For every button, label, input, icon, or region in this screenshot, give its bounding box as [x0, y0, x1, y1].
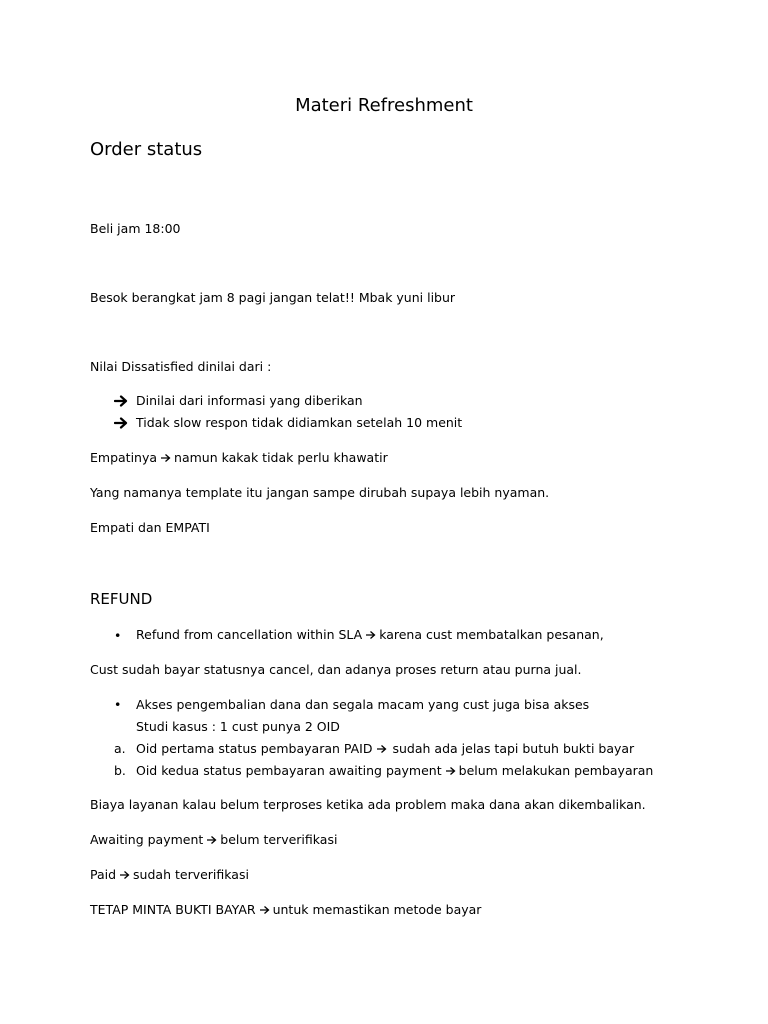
paragraph-template: Yang namanya template itu jangan sampe dirubah supaya lebih nyaman.	[90, 485, 550, 500]
paragraph-awaiting	[90, 832, 337, 849]
right-arrow-icon	[206, 833, 217, 849]
paragraph-nilai: Nilai Dissatisfied dinilai dari :	[90, 359, 272, 374]
paragraph-biaya: Biaya layanan kalau belum terproses ketika ada problem maka dana akan dikembalikan.	[90, 797, 646, 812]
alpha-list-item-a	[114, 741, 634, 758]
section-heading-order-status: Order status	[90, 139, 203, 160]
document-title: Materi Refreshment	[295, 95, 473, 116]
text-right: karena cust membatalkan pesanan,	[379, 627, 604, 642]
alpha-marker: a.	[114, 741, 126, 756]
paragraph-beli: Beli jam 18:00	[90, 221, 181, 236]
right-arrow-icon	[365, 628, 376, 644]
text-right: sudah terverifikasi	[133, 867, 249, 882]
paragraph-paid	[90, 867, 249, 884]
list-item-arrow	[114, 393, 363, 409]
text-right: sudah ada jelas tapi butuh bukti bayar	[392, 741, 635, 756]
text-left: TETAP MINTA BUKTI BAYAR	[90, 902, 256, 917]
text-left: Awaiting payment	[90, 832, 204, 847]
text-right: belum terverifikasi	[220, 832, 338, 847]
section-heading-refund: REFUND	[90, 590, 153, 608]
list-item-bullet	[114, 627, 604, 644]
list-item-bullet	[114, 697, 589, 713]
right-arrow-icon	[160, 451, 171, 467]
paragraph-cust: Cust sudah bayar statusnya cancel, dan adanya proses return atau purna jual.	[90, 662, 582, 677]
list-item-label: Dinilai dari informasi yang diberikan	[136, 393, 363, 408]
text-right: belum melakukan pembayaran	[458, 763, 654, 778]
bullet-icon: •	[114, 627, 122, 643]
text-left: Oid kedua status pembayaran awaiting payment	[136, 763, 442, 778]
paragraph-tetap	[90, 902, 481, 919]
text-left: Oid pertama status pembayaran PAID	[136, 741, 373, 756]
text-left: Paid	[90, 867, 117, 882]
right-arrow-icon	[445, 764, 456, 780]
alpha-marker: b.	[114, 763, 126, 778]
text-left: Empatinya	[90, 450, 158, 465]
paragraph-empatinya	[90, 450, 388, 467]
list-item-label: Tidak slow respon tidak didiamkan setelah 10 menit	[136, 415, 463, 430]
right-arrow-icon	[376, 742, 387, 758]
studi-kasus-line: Studi kasus : 1 cust punya 2 OID	[136, 719, 340, 734]
alpha-list-item-b	[114, 763, 653, 780]
text-right: untuk memastikan metode bayar	[272, 902, 482, 917]
paragraph-besok: Besok berangkat jam 8 pagi jangan telat!! Mbak yuni libur	[90, 290, 456, 305]
bold-right-arrow-icon	[114, 395, 136, 407]
list-item-label	[136, 627, 604, 644]
paragraph-empati: Empati dan EMPATI	[90, 520, 210, 535]
right-arrow-icon	[259, 903, 270, 919]
text-left: Refund from cancellation within SLA	[136, 627, 363, 642]
list-item-label: Akses pengembalian dana dan segala macam yang cust juga bisa akses	[136, 697, 590, 712]
bold-right-arrow-icon	[114, 417, 136, 429]
text-right: namun kakak tidak perlu khawatir	[174, 450, 388, 465]
list-item-arrow	[114, 415, 462, 431]
bullet-icon: •	[114, 697, 122, 712]
right-arrow-icon	[119, 868, 130, 884]
